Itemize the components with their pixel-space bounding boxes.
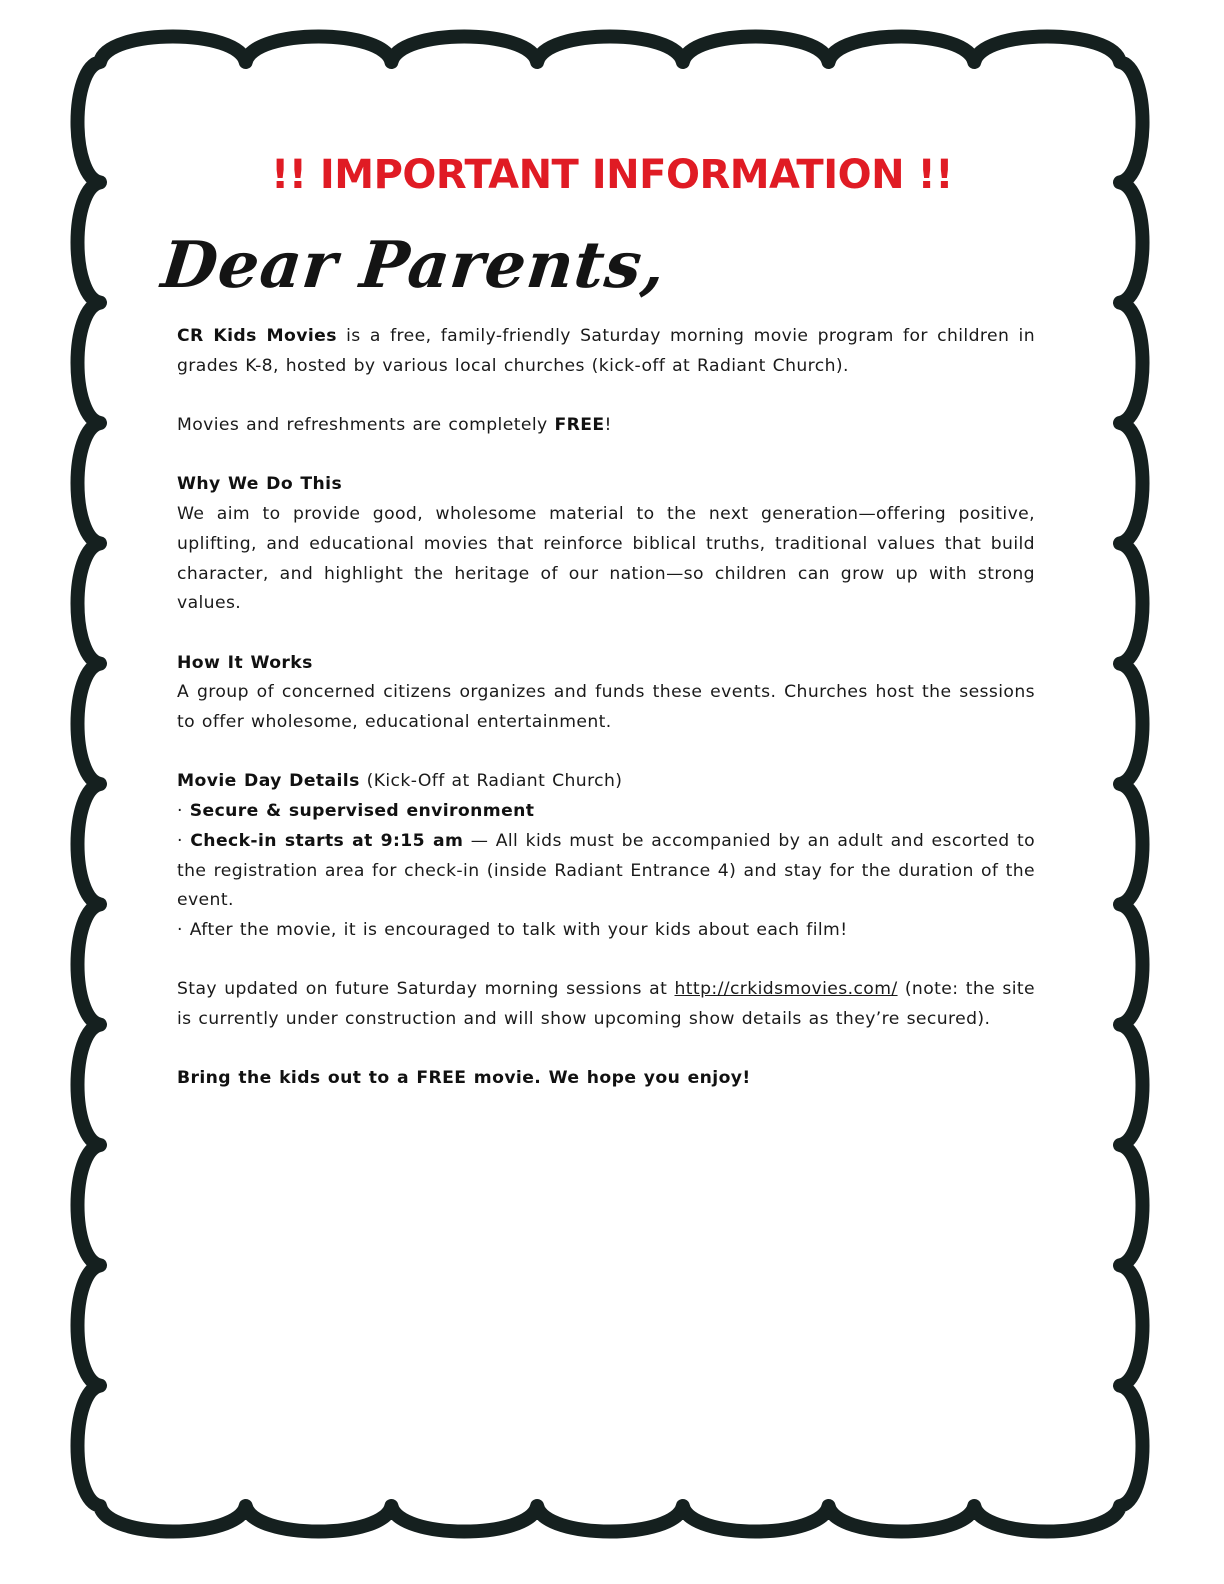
details-heading-label: Movie Day Details (177, 771, 360, 792)
letter-body (177, 322, 1035, 1094)
intro-paragraph (177, 322, 1035, 381)
important-heading: !! IMPORTANT INFORMATION !! (271, 152, 953, 198)
program-name: CR Kids Movies (177, 326, 337, 346)
free-paragraph (177, 411, 1035, 441)
why-paragraph: We aim to provide good, wholesome material to the next generation—offering positive, uplifting, and educational movies that reinforce biblical truths, traditional values that build character, and highlight the heritage of our nation—so children can grow up with strong values. (177, 504, 1035, 614)
free-text: Movies and refreshments are completely (177, 415, 548, 436)
why-heading: Why We Do This (177, 474, 343, 495)
updates-text: Stay updated on future Saturday morning sessions at (177, 979, 668, 1000)
how-heading: How It Works (177, 652, 313, 673)
closing-line: Bring the kids out to a FREE movie. We hope you enjoy! (177, 1068, 751, 1089)
bullet-mark: · (177, 830, 183, 851)
updates-note: (note: the site is currently under construction and will show upcoming show details as they’re secured). (177, 979, 1035, 1030)
free-suffix: ! (604, 415, 612, 436)
intro-text: is a free, family-friendly Saturday morning movie program for children in grades K-8, hosted by various local churches (kick-off at Radiant Church). (177, 326, 1035, 376)
bullet-mark: · (177, 920, 183, 940)
website-link[interactable]: http://crkidsmovies.com/ (674, 979, 898, 1000)
updates-paragraph (177, 975, 1035, 1034)
salutation-heading: Dear Parents, (158, 228, 670, 303)
checkin-text: — All kids must be accompanied by an adult and escorted to the registration area for check-in (inside Radiant Entrance 4) and stay for the duration of the event. (177, 830, 1035, 911)
bullet-mark: · (177, 801, 183, 822)
details-heading-note: (Kick-Off at Radiant Church) (366, 771, 623, 792)
how-paragraph: A group of concerned citizens organizes and funds these events. Churches host the sessions to offer wholesome, educational entertainment. (177, 682, 1035, 733)
details-item-secure: · Secure & supervised environment (177, 801, 535, 822)
details-item-checkin (177, 827, 1035, 916)
details-item-after: · After the movie, it is encouraged to talk with your kids about each film! (177, 920, 848, 940)
details-heading (177, 767, 1035, 797)
checkin-time: Check-in starts at 9:15 am (190, 830, 464, 851)
free-emphasis: FREE (554, 415, 605, 436)
